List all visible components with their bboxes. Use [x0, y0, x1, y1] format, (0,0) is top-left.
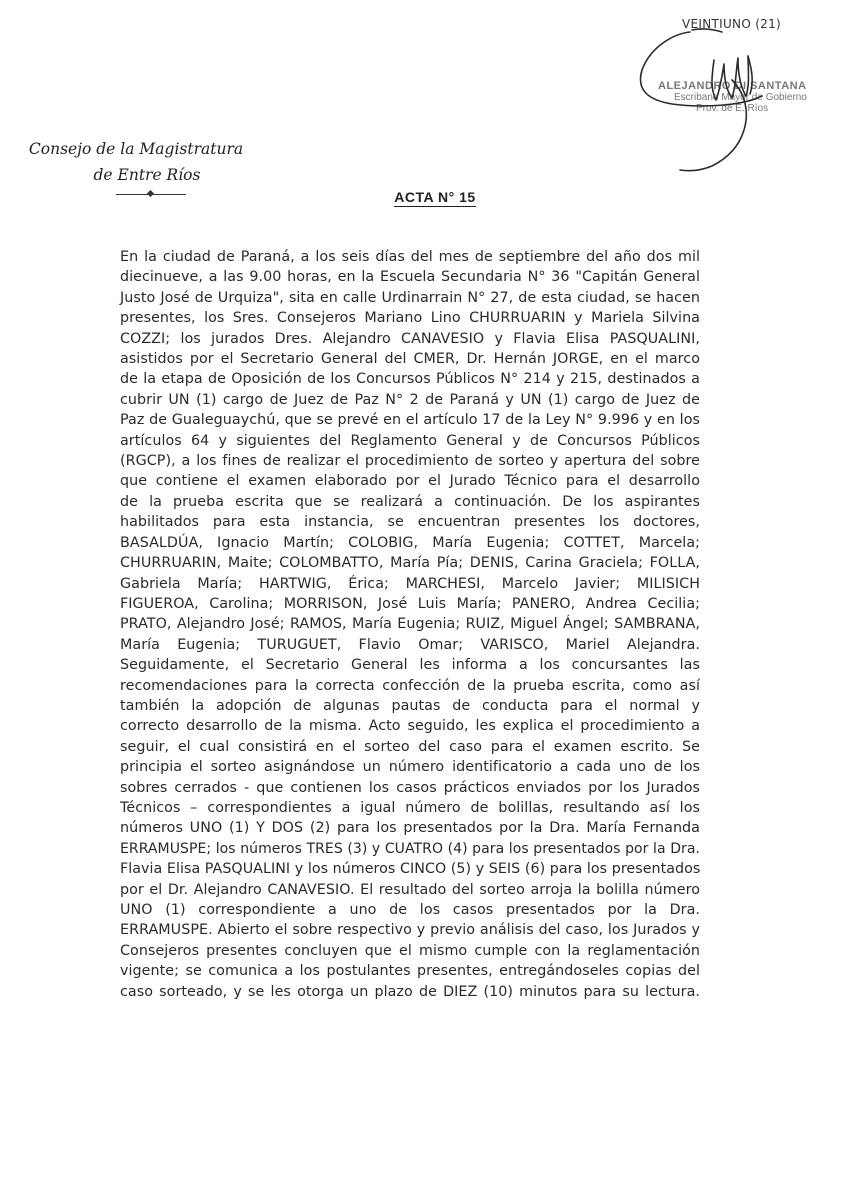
- stamp-province: Prov. de E. Ríos: [696, 103, 769, 115]
- document-title-wrapper: [0, 189, 848, 205]
- document-line: correcto desarrollo de la misma. Acto seguido, les explica el procedimiento a: [120, 718, 700, 735]
- document-line: Seguidamente, el Secretario General les informa a los concursantes las: [120, 657, 700, 674]
- document-line: Flavia Elisa PASQUALINI y los números CINCO (5) y SEIS (6) para los presentados: [120, 861, 701, 878]
- document-line: María Eugenia; TURUGUET, Flavio Omar; VARISCO, Mariel Alejandra.: [120, 636, 700, 653]
- stamp-role: Escribano Mayor de Gobierno: [674, 92, 807, 104]
- document-line: números UNO (1) Y DOS (2) para los presentados por la Dra. María Fernanda: [120, 820, 700, 837]
- document-line: Técnicos – correspondientes a igual número de bolillas, resultando así los: [120, 799, 700, 816]
- document-line: UNO (1) correspondiente a uno de los casos presentados por la Dra.: [120, 902, 700, 918]
- document-line: ERRAMUSPE. Abierto el sobre respectivo y previo análisis del caso, los Jurados y: [120, 922, 700, 939]
- page-number: VEINTIUNO (21): [682, 17, 782, 31]
- handwritten-signature: [632, 20, 792, 185]
- document-line: recomendaciones para la correcta confección de la prueba escrita, como así: [120, 677, 700, 694]
- document-line: CHURRUARIN, Maite; COLOMBATTO, María Pía; DENIS, Carina Graciela; FOLLA,: [120, 555, 700, 572]
- council-name-line1: Consejo de la Magistratura: [28, 140, 244, 158]
- document-line: FIGUEROA, Carolina; MORRISON, José Luis María; PANERO, Andrea Cecilia;: [120, 595, 700, 612]
- document-line: artículos 64 y siguientes del Reglamento General y de Concursos Públicos: [120, 432, 700, 449]
- document-line: cubrir UN (1) cargo de Juez de Paz N° 2 de Paraná y UN (1) cargo de Juez de: [120, 391, 700, 408]
- document-line: ERRAMUSPE; los números TRES (3) y CUATRO (4) para los presentados por la Dra.: [120, 840, 700, 857]
- document-line: PRATO, Alejandro José; RAMOS, María Eugenia; RUIZ, Miguel Ángel; SAMBRANA,: [120, 616, 700, 633]
- document-line: BASALDÚA, Ignacio Martín; COLOBIG, María Eugenia; COTTET, Marcela;: [120, 534, 700, 551]
- council-name-line2: de Entre Ríos: [93, 166, 201, 184]
- document-line: vigente; se comunica a los postulantes presentes, entregándoseles copias del: [120, 963, 700, 980]
- document-line: diecinueve, a las 9.00 horas, en la Escuela Secundaria N° 36 "Capitán General: [120, 269, 700, 286]
- document-line: COZZI; los jurados Dres. Alejandro CANAVESIO y Flavia Elisa PASQUALINI,: [120, 330, 700, 347]
- document-body: [120, 247, 700, 1002]
- document-line: presentes, los Sres. Consejeros Mariano Lino CHURRUARIN y Mariela Silvina: [120, 310, 700, 327]
- document-line: Gabriela María; HARTWIG, Érica; MARCHESI, Marcelo Javier; MILISICH: [120, 575, 700, 592]
- document-line: En la ciudad de Paraná, a los seis días del mes de septiembre del año dos mil: [120, 249, 700, 265]
- document-line: seguir, el cual consistirá en el sorteo del caso para el examen escrito. Se: [120, 738, 700, 755]
- document-line: principia el sorteo asignándose un número identificatorio a cada uno de los: [120, 759, 700, 776]
- document-title: ACTA N° 15: [394, 189, 476, 205]
- document-line: también la adopción de algunas pautas de conducta para el normal y: [120, 697, 700, 714]
- document-line: caso sorteado, y se les otorga un plazo de DIEZ (10) minutos para su lectura.: [120, 983, 700, 1000]
- document-line: de la etapa de Oposición de los Concursos Públicos N° 214 y 215, destinados a: [120, 371, 700, 388]
- document-line: habilitados para esta instancia, se encuentran presentes los doctores,: [120, 514, 700, 531]
- document-line: asistidos por el Secretario General del CMER, Dr. Hernán JORGE, en el marco: [120, 351, 700, 368]
- document-line: Paz de Gualeguaychú, que se prevé en el artículo 17 de la Ley N° 9.996 y en los: [120, 412, 700, 429]
- document-line: Consejeros presentes concluyen que el mismo cumple con la reglamentación: [120, 942, 700, 959]
- document-line: Justo José de Urquiza", sita en calle Urdinarrain N° 27, de esta ciudad, se hacen: [120, 289, 700, 306]
- document-line: que contiene el examen elaborado por el Jurado Técnico para el desarrollo: [120, 473, 700, 490]
- document-line: sobres cerrados - que contienen los casos prácticos enviados por los Jurados: [120, 779, 700, 796]
- stamp-name: ALEJANDRO DI SANTANA: [658, 80, 807, 92]
- document-line: por el Dr. Alejandro CANAVESIO. El resultado del sorteo arroja la bolilla número: [120, 881, 700, 898]
- document-line: (RGCP), a los fines de realizar el procedimiento de sorteo y apertura del sobre: [120, 453, 700, 470]
- document-line: de la prueba escrita que se realizará a continuación. De los aspirantes: [120, 493, 700, 510]
